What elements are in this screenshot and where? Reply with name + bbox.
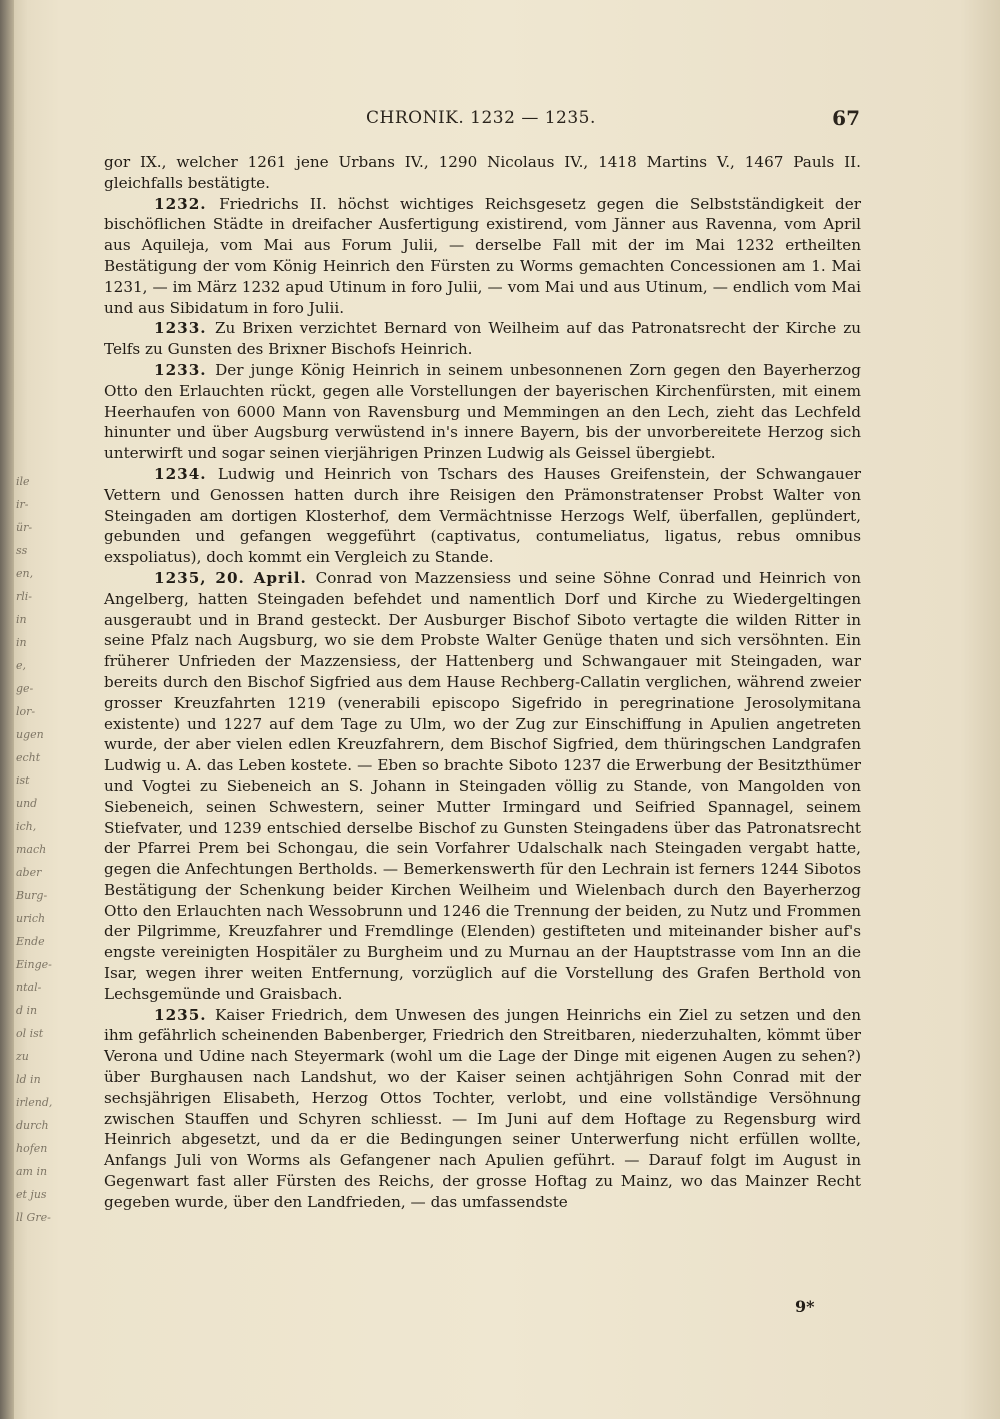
- running-title: CHRONIK. 1232 — 1235.: [366, 108, 596, 128]
- bleed-fragment: hofen: [16, 1142, 48, 1155]
- bleed-fragment: mach: [16, 843, 47, 856]
- bleed-fragment: ss: [16, 544, 28, 557]
- page-body: [104, 152, 861, 1213]
- entry-year: 1232.: [154, 194, 220, 213]
- bleed-fragment: ol ist: [16, 1027, 44, 1040]
- bleed-fragment: ge-: [16, 682, 34, 695]
- page-number: 67: [832, 106, 860, 130]
- entry-text: Conrad von Mazzensiess und seine Söhne Conrad und Heinrich von Angelberg, hatten Steingaden befehdet und namentlich Dorf und Kirche zu Wiedergeltingen ausgeraubt und in Brand gesteckt. Der Ausburger Bischof Siboto vertagte die wilden Ritter in seine Pfalz nach Augsburg, wo sie dem Probste Walter Genüge thaten und sich versöhnten. Ein früherer Unfrieden der Mazzensiess, der Hattenberg und Schwangauer mit Steingaden, war bereits durch den Bischof Sigfried aus dem Hause Rechberg-Callatin verglichen, während zweier grosser Kreuzfahrten 1219 (venerabili episcopo Sigefrido in peregrinatione Jerosolymitana existente) und 1227 auf dem Tage zu Ulm, wo der Zug zur Einschiffung in Apulien angetreten wurde, der aber vielen edlen Kreuzfahrern, dem Bischof Sigfried, dem thüringschen Landgrafen Ludwig u. A. das Leben kostete. — Eben so brachte Siboto 1237 die Erwerbung der Besitzthümer und Vogtei zu Siebeneich an S. Johann in Steingaden völlig zu Stande, von Mangolden von Siebeneich, seinen Schwestern, seiner Mutter Irmingard und Seifried Spannagel, seinem Stiefvater, und 1239 entschied derselbe Bischof zu Gunsten Steingadens über das Patronatsrecht der Pfarrei Prem bei Schongau, die sein Vorfahrer Udalschalk nach Steingaden vergabt hatte, gegen die Anfechtungen Bertholds. — Bemerkenswerth für den Lechrain ist ferners 1244 Sibotos Bestätigung der Schenkung beider Kirchen Weilheim und Wielenbach durch den Bayerherzog Otto den Erlauchten nach Wessobrunn und 1246 die Trennung der beiden, zu Nutz und Frommen der Pilgrimme, Kreuzfahrer und Fremdlinge (Elenden) gestifteten und miteinander bisher auf's engste vereinigten Hospitäler zu Burgheim und zu Murnau an der Hauptstrasse vom Inn an die Isar, wegen ihrer weiten Entfernung, vorzüglich auf die Vorstellung des Grafen Berthold von Lechsgemünde und Graisbach.: [104, 568, 861, 1003]
- entry-year: 1235, 20. April.: [154, 568, 316, 587]
- bleed-fragment: ir-: [16, 498, 29, 511]
- entry-text: Ludwig und Heinrich von Tschars des Hauses Greifenstein, der Schwangauer Vettern und Genossen hatten durch ihre Reisigen den Prämonstratenser Probst Walter von Steingaden am dortigen Klosterhof, dem Vermächtnisse Herzogs Welf, überfallen, geplündert, gebunden und gefangen weggeführt (captivatus, contumeliatus, ligatus, rebus omnibus exspoliatus), doch kommt ein Vergleich zu Stande.: [104, 464, 861, 567]
- bleed-fragment: aber: [16, 866, 42, 879]
- entry-text: Kaiser Friedrich, dem Unwesen des jungen Heinrichs ein Ziel zu setzen und den ihm gefährlich scheinenden Babenberger, Friedrich den Streitbaren, niederzuhalten, kömmt über Verona und Udine nach Steyermark (wohl um die Lage der Dinge mit eigenen Augen zu sehen?) über Burghausen nach Landshut, wo der Kaiser seinen achtjährigen Sohn Conrad mit der sechsjährigen Elisabeth, Herzog Ottos Tochter, verlobt, und eine vollständige Versöhnung zwischen Stauffen und Schyren schliesst. — Im Juni auf dem Hoftage zu Regensburg wird Heinrich abgesetzt, und da er die Bedingungen seiner Unterwerfung nicht erfüllen wollte, Anfangs Juli von Worms als Gefangener nach Apulien geführt. — Darauf folgt im August in Gegenwart fast aller Fürsten des Reichs, der grosse Hoftag zu Mainz, wo das Mainzer Recht gegeben wurde, über den Landfrieden, — das umfassendste: [104, 1005, 861, 1211]
- chronicle-entry: [104, 360, 861, 464]
- entry-text: Zu Brixen verzichtet Bernard von Weilheim auf das Patronatsrecht der Kirche zu Telfs zu Gunsten des Brixner Bischofs Heinrich.: [104, 319, 861, 359]
- entry-text: Der junge König Heinrich in seinem unbesonnenen Zorn gegen den Bayerherzog Otto den Erlauchten rückt, gegen alle Vorstellungen der bayerischen Kirchenfürsten, mit einem Heerhaufen von 6000 Mann von Ravensburg und Memmingen an den Lech, zieht das Lechfeld hinunter und über Augsburg verwüstend in's innere Bayern, bis der unvorbereitete Herzog sich unterwirft und sogar seinen vierjährigen Prinzen Ludwig als Geissel übergiebt.: [104, 360, 861, 463]
- page-header: [104, 104, 860, 140]
- entry-year: 1235.: [154, 1005, 215, 1024]
- bleed-fragment: ld in: [16, 1073, 41, 1086]
- entry-text: gor IX., welcher 1261 jene Urbans IV., 1290 Nicolaus IV., 1418 Martins V., 1467 Pauls II. gleichfalls bestätigte.: [104, 153, 861, 192]
- bleed-fragment: Einge-: [16, 958, 52, 971]
- bleed-fragment: e,: [16, 659, 27, 672]
- bleed-fragment: Burg-: [16, 889, 48, 902]
- entry-text: Friedrichs II. höchst wichtiges Reichsgesetz gegen die Selbstständigkeit der bischöflichen Städte in dreifacher Ausfertigung existirend, vom Jänner aus Ravenna, vom April aus Aquileja, vom Mai aus Forum Julii, — derselbe Fall mit der im Mai 1232 ertheilten Bestätigung der vom König Heinrich den Fürsten zu Worms gemachten Concessionen am 1. Mai 1231, — im März 1232 apud Utinum in foro Julii, — vom Mai und aus Utinum, — endlich vom Mai und aus Sibidatum in foro Julii.: [104, 194, 861, 317]
- bleed-fragment: zu: [16, 1050, 29, 1063]
- chronicle-entry: [104, 1005, 861, 1213]
- chronicle-entry: [104, 194, 861, 319]
- bleed-fragment: lor-: [16, 705, 36, 718]
- bleed-fragment: in: [16, 636, 27, 649]
- entry-year: 1233.: [154, 319, 215, 338]
- chronicle-entry: [104, 464, 861, 568]
- bleed-fragment: ile: [16, 475, 30, 488]
- bleed-fragment: durch: [16, 1119, 49, 1132]
- bleed-fragment: ür-: [16, 521, 33, 534]
- chronicle-entry: [104, 152, 861, 194]
- bleed-fragment: en,: [16, 567, 34, 580]
- signature-mark: 9*: [795, 1297, 815, 1316]
- bleed-fragment: urich: [16, 912, 46, 925]
- chronicle-entry: [104, 568, 861, 1005]
- chronicle-entry: [104, 318, 861, 360]
- bleed-fragment: und: [16, 797, 38, 810]
- bleed-fragment: am in: [16, 1165, 48, 1178]
- bleed-fragment: ll Gre-: [16, 1211, 51, 1224]
- bleed-fragment: ntal-: [16, 981, 42, 994]
- bleed-fragment: d in: [16, 1004, 38, 1017]
- bleed-fragment: Ende: [16, 935, 45, 948]
- book-spine: [0, 0, 14, 1419]
- bleed-fragment: et jus: [16, 1188, 47, 1201]
- bleed-fragment: echt: [16, 751, 41, 764]
- entry-year: 1234.: [154, 464, 218, 483]
- entry-year: 1233.: [154, 360, 216, 379]
- bleed-fragment: ist: [16, 774, 30, 787]
- bleed-fragment: irlend,: [16, 1096, 53, 1109]
- bleed-fragment: in: [16, 613, 27, 626]
- facing-page-bleed: [16, 470, 53, 1229]
- bleed-fragment: rli-: [16, 590, 33, 603]
- bleed-fragment: ugen: [16, 728, 44, 741]
- bleed-fragment: ich,: [16, 820, 37, 833]
